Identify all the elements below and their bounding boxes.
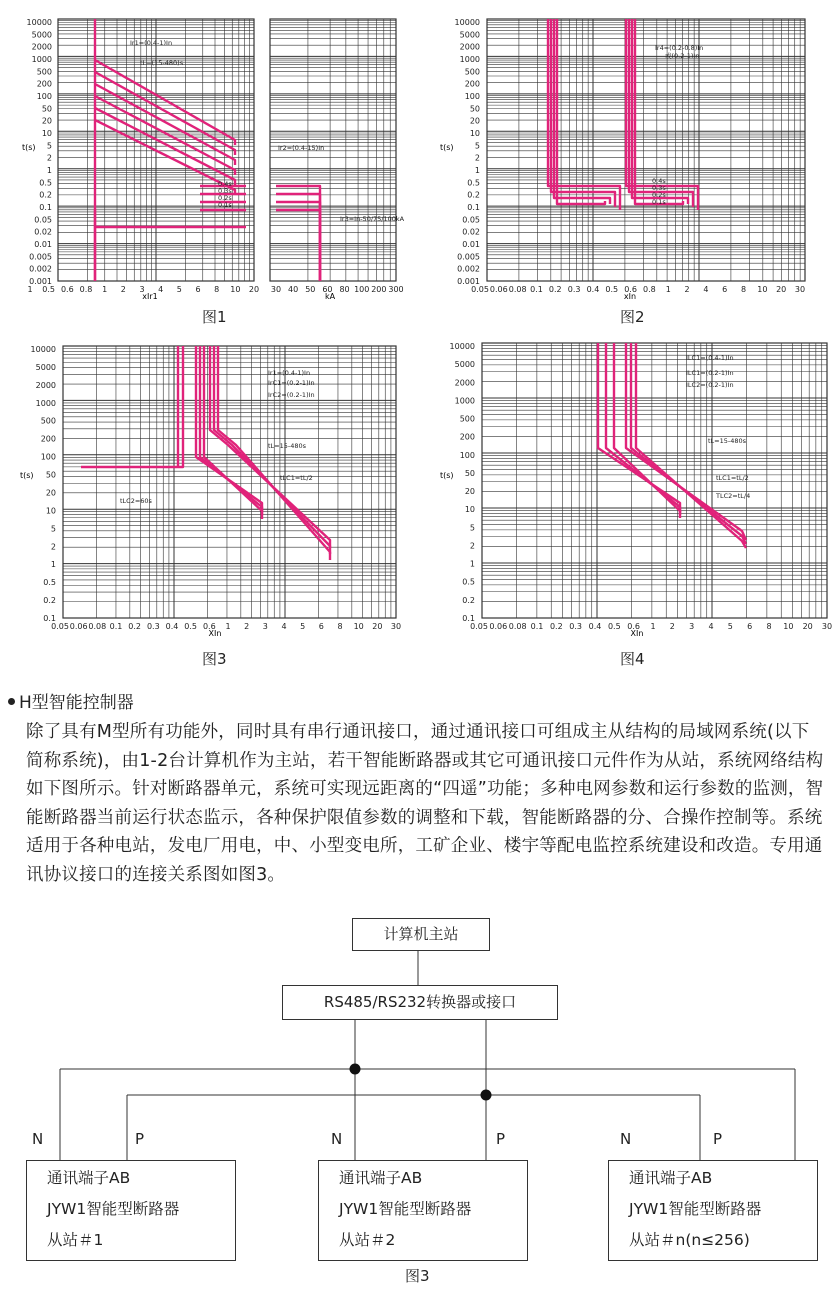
fig4-xtick: 30 <box>821 622 833 631</box>
fig1-xlabel: xIr1 <box>142 292 158 301</box>
fig1-curve-tl <box>95 84 235 165</box>
fig2-xtick: 0.1 <box>530 285 543 294</box>
fig1-ytick: 2 <box>46 153 52 163</box>
fig2-ytick: 20 <box>469 116 480 126</box>
fig3-xtick: 4 <box>281 622 287 631</box>
fig3-annot-ir1: Ir1=(0.4-1)In <box>268 369 311 377</box>
fig3-annot-irc2: IrC2=(0.2-1)In <box>268 391 315 399</box>
bullet-icon <box>8 698 15 705</box>
fig4-annot-tlc1: tLC1=tL/2 <box>716 474 749 482</box>
n-label-3: N <box>620 1130 632 1148</box>
fig1-right-xtick: 30 <box>270 285 282 294</box>
fig2-ytick: 0.01 <box>462 240 480 249</box>
fig4-xtick: 6 <box>747 622 753 631</box>
fig4-curve-lc <box>598 343 680 512</box>
fig1-ytick: 50 <box>41 104 52 114</box>
fig3-ytick: 100 <box>40 452 56 462</box>
converter-label: RS485/RS232转换器或接口 <box>323 993 517 1011</box>
fig3-xtick: 0.3 <box>146 622 160 631</box>
fig1-left-xtick: 1 <box>27 285 33 294</box>
fig2-annot-03: 0.3s <box>652 184 666 192</box>
fig2-ytick: 50 <box>469 104 480 114</box>
fig2-xtick: 0.6 <box>624 285 637 294</box>
fig1-ytick: 10 <box>41 129 52 138</box>
master-station-label: 计算机主站 <box>383 925 459 943</box>
fig2-xtick: 0.05 <box>471 285 489 294</box>
fig2-ytick: 200 <box>464 79 480 89</box>
fig4-annot-ilc1b: ILC1=(0.2-1)In <box>686 369 734 377</box>
fig1-left-xtick: 0.5 <box>42 285 56 294</box>
slave-3-terminal: 通讯端子AB <box>629 1169 713 1187</box>
slave-1-station: 从站＃1 <box>47 1231 104 1249</box>
fig3-xtick: 0.5 <box>184 622 198 631</box>
fig2-ylabel: t(s) <box>440 143 454 152</box>
fig1-left-xtick: 1 <box>102 285 108 294</box>
chart-fig1-plot <box>0 0 410 330</box>
fig2-ytick: 2000 <box>459 42 480 52</box>
fig3-xtick: 0.4 <box>165 622 179 631</box>
fig2-ytick: 0.5 <box>467 178 480 188</box>
fig4-curve-lc <box>614 343 680 518</box>
n-label-1: N <box>32 1130 44 1148</box>
fig3-ytick: 500 <box>40 416 56 426</box>
fig1-ytick: 0.1 <box>39 203 52 212</box>
fig2-ytick: 0.005 <box>457 252 480 262</box>
fig2-xtick: 0.8 <box>643 285 656 294</box>
chart-fig2-plot <box>430 0 840 330</box>
slave-3-station: 从站＃n(n≤256) <box>629 1231 750 1249</box>
slave-box-1 <box>26 1160 236 1261</box>
fig4-xtick: 0.1 <box>530 622 544 631</box>
fig1-xlabel-right: kA <box>325 292 336 301</box>
fig1-annot-01: 0.1s <box>218 201 232 209</box>
fig1-left-xtick: 3 <box>139 285 145 294</box>
fig2-ytick: 500 <box>464 67 480 77</box>
fig1-annot-tl: tL=(15-480)s <box>140 59 184 67</box>
fig3-ytick: 0.5 <box>43 578 56 588</box>
fig1-left-xtick: 6 <box>195 285 201 294</box>
chart-fig4 <box>430 335 840 645</box>
fig4-ytick: 10 <box>464 505 475 515</box>
fig2-ytick: 1 <box>474 166 480 175</box>
chart-fig3-plot <box>0 335 410 645</box>
fig4-ytick: 2000 <box>454 378 475 388</box>
fig3-ytick: 10000 <box>30 345 56 354</box>
fig1-annot-ir2: Ir2=(0.4-15)In <box>278 144 325 152</box>
fig2-xtick: 0.4 <box>586 285 600 294</box>
fig1-left-xtick: 10 <box>230 285 241 294</box>
fig2-ytick: 1000 <box>459 55 480 64</box>
fig1-ytick: 0.5 <box>39 178 52 188</box>
fig3-xtick: 8 <box>337 622 343 631</box>
fig1-ytick: 0.05 <box>34 215 52 225</box>
fig1-ytick: 1000 <box>31 55 52 64</box>
fig2-annot-or: 或(0.2-1)In <box>665 52 700 60</box>
fig3-ytick: 1 <box>50 560 56 570</box>
fig1-curve-right <box>276 202 320 281</box>
fig3-ytick: 20 <box>45 488 56 498</box>
master-station-box <box>352 918 490 951</box>
section-paragraph: 除了具有M型所有功能外，同时具有串行通讯接口，通过通讯接口可组成主从结构的局域网系统(以下简称系统)，由1-2台计算机作为主站，若干智能断路器或其它可通讯接口元件作为从站，系统网络结构如下图所示。针对断路器单元，系统可实现远距离的“四遥”功能；多种电网参数和运行参数的监测，智能断路器当前运行状态监示，各种保护限值参数的调整和下载，智能断路器的分、合操作控制等。系统适用于各种电站，发电厂用电，中、小型变电所，工矿企业、楼宇等配电监控系统建设和改造。专用通讯协议接口的连接关系图如图3。 <box>26 722 824 885</box>
fig1-annot-02: 0.2s <box>218 194 232 202</box>
fig4-ytick: 5 <box>469 523 475 533</box>
fig4-xtick: 2 <box>669 622 675 631</box>
fig1-right-xtick: 300 <box>388 285 404 294</box>
fig1-ytick: 10000 <box>26 18 52 27</box>
fig4-xtick: 0.05 <box>470 622 488 631</box>
fig3-xtick: 20 <box>372 622 383 631</box>
fig2-xtick: 4 <box>703 285 709 294</box>
fig1-left-xtick: 2 <box>120 285 126 294</box>
fig3-ytick: 1000 <box>35 398 56 408</box>
fig4-xtick: 10 <box>783 622 794 631</box>
fig2-annot-01: 0.1s <box>652 198 666 206</box>
fig2-xtick: 0.2 <box>548 285 562 294</box>
fig4-xtick: 5 <box>727 622 733 631</box>
fig2-ytick: 0.05 <box>462 215 480 225</box>
fig2-xtick: 2 <box>684 285 690 294</box>
fig2-xtick: 0.3 <box>567 285 581 294</box>
chart-fig2-caption: 图2 <box>620 308 645 326</box>
fig2-curve-a <box>554 19 610 204</box>
fig1-left-xtick: 0.8 <box>79 285 93 294</box>
fig4-xtick: 1 <box>650 622 656 631</box>
fig1-ytick: 0.005 <box>29 252 52 262</box>
slave-box-2 <box>318 1160 528 1261</box>
fig4-ylabel: t(s) <box>440 471 454 480</box>
fig4-ytick: 100 <box>459 450 475 460</box>
fig1-left-xtick: 20 <box>248 285 260 294</box>
fig1-ytick: 100 <box>36 92 52 101</box>
fig3-ytick: 0.1 <box>43 614 56 623</box>
fig1-right-xtick: 100 <box>354 285 370 294</box>
fig4-xtick: 0.2 <box>549 622 563 631</box>
chart-fig1-caption: 图1 <box>202 308 227 326</box>
fig2-ytick: 10 <box>469 129 480 138</box>
fig1-right-xtick: 50 <box>305 285 316 294</box>
fig2-xtick: 1 <box>665 285 671 294</box>
fig3-ytick: 2000 <box>35 380 56 390</box>
fig3-ylabel: t(s) <box>20 471 34 480</box>
fig3-xtick: 0.06 <box>69 622 88 631</box>
fig2-xtick: 30 <box>794 285 806 294</box>
diagram-caption: 图3 <box>405 1267 430 1285</box>
fig4-ytick: 5000 <box>454 360 475 370</box>
fig1-right-xtick: 60 <box>322 285 333 294</box>
fig1-curve-right <box>276 194 320 281</box>
chart-fig4-caption: 图4 <box>620 650 645 668</box>
fig2-ytick: 0.002 <box>457 264 480 274</box>
slave-2-terminal: 通讯端子AB <box>339 1169 423 1187</box>
fig4-xlabel: XIn <box>630 629 644 638</box>
fig4-xtick: 4 <box>708 622 714 631</box>
slave-1-terminal: 通讯端子AB <box>47 1169 131 1187</box>
fig3-xtick: 0.05 <box>51 622 69 631</box>
fig4-ytick: 200 <box>459 432 475 442</box>
fig3-xlabel: XIn <box>208 629 222 638</box>
converter-box <box>282 985 558 1020</box>
fig3-xtick: 0.2 <box>128 622 142 631</box>
slave-box-3 <box>608 1160 818 1261</box>
fig4-grid-frame <box>482 343 827 618</box>
fig4-ytick: 1000 <box>454 396 475 406</box>
fig2-xtick: 10 <box>757 285 768 294</box>
fig2-xtick: 6 <box>722 285 728 294</box>
fig4-annot-tlc2: TLC2=tL/4 <box>716 492 751 500</box>
fig3-xtick: 0.08 <box>88 622 107 631</box>
fig2-ytick: 0.2 <box>467 190 480 200</box>
chart-fig3-caption: 图3 <box>202 650 227 668</box>
fig4-xtick: 20 <box>802 622 813 631</box>
fig4-xtick: 0.4 <box>588 622 602 631</box>
fig1-ytick: 200 <box>36 79 52 89</box>
fig1-left-xtick: 8 <box>214 285 220 294</box>
fig4-ytick: 0.1 <box>462 614 475 623</box>
chart-fig1 <box>0 0 410 330</box>
fig1-ytick: 0.001 <box>29 277 52 286</box>
fig3-xtick: 10 <box>353 622 364 631</box>
fig1-annot-03: 0.3s <box>218 187 232 195</box>
fig4-ytick: 20 <box>464 487 475 497</box>
chart-fig2 <box>430 0 840 330</box>
p-label-3: P <box>713 1130 723 1148</box>
fig4-xtick: 3 <box>689 622 695 631</box>
fig3-ytick: 50 <box>45 470 56 480</box>
fig2-curve-a <box>557 19 605 204</box>
section-title <box>8 688 134 713</box>
fig1-curve-right <box>276 186 320 281</box>
fig3-annot-tlc2: tLC2=60s <box>120 497 152 505</box>
fig2-ytick: 0.02 <box>462 227 480 237</box>
fig3-xtick: 30 <box>390 622 402 631</box>
junction-dot-n <box>350 1064 361 1075</box>
fig3-ytick: 5 <box>50 524 56 534</box>
fig4-curve-lc <box>606 343 680 515</box>
fig1-curve-tl <box>95 108 235 185</box>
fig2-ytick: 5000 <box>459 30 480 40</box>
p-label-2: P <box>496 1130 506 1148</box>
fig2-curve-a <box>548 19 620 210</box>
fig4-ytick: 0.2 <box>462 595 475 605</box>
fig1-left-xtick: 0.6 <box>60 285 74 294</box>
fig2-ytick: 0.001 <box>457 277 480 286</box>
fig4-annot-tl: tL=15-480s <box>708 437 747 445</box>
fig1-right-xtick: 200 <box>371 285 387 294</box>
chart-fig3 <box>0 335 410 645</box>
fig2-xtick: 20 <box>776 285 787 294</box>
fig1-ytick: 5 <box>46 141 52 151</box>
fig4-ytick: 50 <box>464 468 475 478</box>
fig1-left-xtick: 5 <box>176 285 182 294</box>
fig4-xtick: 0.5 <box>607 622 621 631</box>
slave-3-breaker: JYW1智能型断路器 <box>629 1200 762 1218</box>
fig3-xtick: 6 <box>318 622 324 631</box>
fig1-ytick: 500 <box>36 67 52 77</box>
fig3-xtick: 1 <box>225 622 231 631</box>
p-label-1: P <box>135 1130 145 1148</box>
fig2-ytick: 10000 <box>454 18 480 27</box>
fig1-right-xtick: 40 <box>288 285 299 294</box>
n-label-2: N <box>331 1130 343 1148</box>
fig2-ytick: 0.1 <box>467 203 480 212</box>
fig2-annot-02: 0.2s <box>652 191 666 199</box>
fig1-ytick: 0.02 <box>34 227 52 237</box>
fig3-xtick: 3 <box>262 622 268 631</box>
fig4-xtick: 0.6 <box>627 622 641 631</box>
fig4-annot-ilc2: ILC2=(0.2-1)In <box>686 381 734 389</box>
fig2-xtick: 8 <box>740 285 747 294</box>
fig3-ytick: 10 <box>45 506 56 516</box>
fig1-right-xtick: 80 <box>339 285 350 294</box>
fig3-curve-lc <box>196 346 262 511</box>
fig4-ytick: 1 <box>469 559 475 569</box>
fig3-annot-tlc1: tLC1=tL/2 <box>280 474 313 482</box>
fig4-xtick: 0.3 <box>569 622 583 631</box>
fig4-xtick: 0.06 <box>489 622 508 631</box>
fig3-xtick: 5 <box>300 622 306 631</box>
fig1-ytick: 1 <box>46 166 52 175</box>
fig1-ytick: 0.002 <box>29 264 52 274</box>
fig1-annot-04: 0.4s <box>218 180 232 188</box>
fig1-ytick: 2000 <box>31 42 52 52</box>
junction-dot-p <box>481 1090 492 1101</box>
fig4-ytick: 10000 <box>449 342 475 351</box>
fig3-annot-irc1: IrC1=(0.2-1)In <box>268 379 315 387</box>
fig1-left-xtick: 4 <box>158 285 164 294</box>
fig2-xlabel: xIn <box>623 292 637 301</box>
fig3-xtick: 0.6 <box>202 622 216 631</box>
fig1-ytick: 20 <box>41 116 52 126</box>
fig3-ytick: 5000 <box>35 362 56 372</box>
fig4-xtick: 8 <box>766 622 772 631</box>
fig2-annot-ir4: Ir4=(0.2-0.8)In <box>655 44 704 52</box>
slave-2-breaker: JYW1智能型断路器 <box>339 1200 472 1218</box>
fig1-annot-ir3: Ir3=In-50/75/100kA <box>340 215 405 223</box>
fig3-xtick: 2 <box>244 622 250 631</box>
fig2-ytick: 100 <box>464 92 480 101</box>
fig4-ytick: 500 <box>459 414 475 424</box>
fig3-xtick: 0.1 <box>109 622 123 631</box>
slave-2-station: 从站＃2 <box>339 1231 396 1249</box>
fig4-annot-ilc1a: ILC1=(0.4-1)In <box>686 354 734 362</box>
slave-1-breaker: JYW1智能型断路器 <box>47 1200 180 1218</box>
fig1-annot-ir1: Ir1=(0.4-1)In <box>130 39 173 47</box>
fig4-xtick: 0.08 <box>508 622 527 631</box>
fig2-xtick: 0.06 <box>489 285 508 294</box>
chart-fig4-plot <box>430 335 840 645</box>
fig2-annot-04: 0.4s <box>652 177 666 185</box>
fig1-ylabel: t(s) <box>22 143 36 152</box>
fig1-ytick: 0.2 <box>39 190 52 200</box>
fig3-ytick: 0.2 <box>43 596 56 606</box>
fig3-annot-tl: tL=15-480s <box>268 442 307 450</box>
fig1-ytick: 5000 <box>31 30 52 40</box>
section-title-text: H型智能控制器 <box>19 693 134 713</box>
fig3-ytick: 200 <box>40 434 56 444</box>
fig2-ytick: 5 <box>474 141 480 151</box>
fig1-ytick: 0.01 <box>34 240 52 249</box>
fig2-ytick: 2 <box>474 153 480 163</box>
fig2-xtick: 0.5 <box>605 285 619 294</box>
fig2-xtick: 0.08 <box>508 285 527 294</box>
fig4-ytick: 0.5 <box>462 577 475 587</box>
fig3-ytick: 2 <box>50 542 56 552</box>
fig1-curve-tl <box>95 96 235 175</box>
fig4-ytick: 2 <box>469 541 475 551</box>
